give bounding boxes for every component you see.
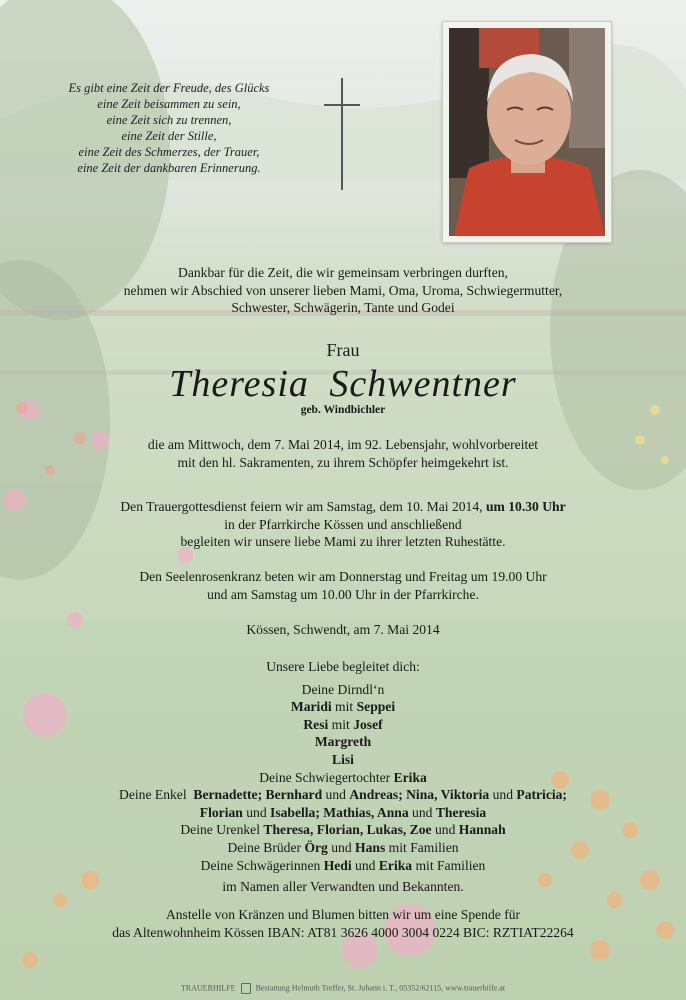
- poem-line: Es gibt eine Zeit der Freude, des Glücks: [68, 81, 270, 95]
- deceased-name: Theresia Schwentner: [169, 363, 517, 405]
- family-line: [0, 821, 686, 839]
- family-name: Erika: [393, 769, 427, 785]
- family-name: Josef: [353, 716, 383, 732]
- family-connector: mit: [331, 699, 357, 715]
- family-name: Maridi: [290, 699, 332, 715]
- poem-line: eine Zeit sich zu trennen,: [106, 113, 232, 127]
- family-line: [0, 804, 686, 822]
- family-closing: im Namen aller Verwandten und Bekannten.: [222, 879, 464, 895]
- place-date: [0, 621, 686, 639]
- family-name: Resi: [303, 716, 329, 732]
- family-label: Deine Brüder: [227, 839, 305, 855]
- family-label: Deine Urenkel: [180, 822, 264, 838]
- family-name: Erika: [378, 857, 413, 873]
- intro-text: [0, 264, 686, 317]
- family-line: [0, 698, 686, 716]
- family-line: [0, 857, 686, 875]
- intro-line: nehmen wir Abschied von unserer lieben Mami, Oma, Uroma, Schwiegermutter,: [123, 282, 563, 298]
- family-name: Bernadette; Bernhard: [193, 787, 323, 803]
- rosary-line: und am Samstag um 10.00 Uhr in der Pfarrkirche.: [207, 586, 479, 602]
- family-name: Örg: [304, 839, 328, 855]
- death-notice: [0, 436, 686, 471]
- donation-notice: [0, 906, 686, 941]
- family-connector: und: [408, 804, 436, 820]
- family-name: Hans: [355, 839, 386, 855]
- funeral-line1-text: Den Trauergottesdienst feiern wir am Samstag, dem 10. Mai 2014,: [120, 499, 486, 514]
- family-list: [0, 658, 686, 896]
- family-label: Deine Schwiegertochter: [259, 769, 394, 785]
- footer-text: Bestattung Helmuth Treffer, St. Johann i. T., 05352/62115, www.trauerhilfe.at: [255, 983, 506, 993]
- family-name: Hedi: [323, 857, 352, 873]
- footer-brand: TRAUERHILFE: [180, 983, 236, 993]
- footer: [0, 983, 686, 994]
- family-heading: Unsere Liebe begleitet dich:: [266, 659, 420, 674]
- portrait-frame: [443, 22, 611, 242]
- family-connector: mit Familien: [412, 857, 486, 873]
- rosary-line: Den Seelenrosenkranz beten wir am Donnerstag und Freitag um 19.00 Uhr: [139, 569, 547, 584]
- salutation: Frau: [326, 340, 360, 360]
- funeral-time: um 10.30 Uhr: [485, 499, 566, 514]
- poem-line: eine Zeit beisammen zu sein,: [97, 97, 241, 111]
- family-name: Lisi: [332, 751, 354, 767]
- funeral-line: [0, 498, 686, 516]
- death-line: die am Mittwoch, dem 7. Mai 2014, im 92. Lebensjahr, wohlvorbereitet: [147, 437, 539, 452]
- intro-line: Dankbar für die Zeit, die wir gemeinsam verbringen durften,: [178, 265, 508, 280]
- poem-line: eine Zeit des Schmerzes, der Trauer,: [78, 145, 260, 159]
- family-connector: und: [351, 857, 379, 873]
- family-line: [0, 839, 686, 857]
- family-connector: und: [322, 787, 350, 803]
- family-name: Isabella; Mathias, Anna: [270, 804, 409, 820]
- family-connector: und: [489, 787, 517, 803]
- poem-line: eine Zeit der Stille,: [121, 129, 217, 143]
- family-line: [0, 751, 686, 769]
- family-connector: und: [327, 839, 356, 855]
- funeral-line: in der Pfarrkirche Kössen und anschließend: [224, 516, 462, 532]
- family-connector: und: [242, 804, 271, 820]
- family-connector: und: [431, 822, 459, 838]
- family-line: [0, 769, 686, 787]
- portrait-photo: [449, 28, 605, 236]
- rosary-notice: [0, 568, 686, 603]
- family-line: [0, 733, 686, 751]
- family-connector: mit Familien: [385, 839, 459, 855]
- family-name: Hannah: [458, 822, 506, 838]
- donation-line: das Altenwohnheim Kössen IBAN: AT81 3626 4000 3004 0224 BIC: RZTIAT22264: [112, 924, 574, 940]
- death-line: mit den hl. Sakramenten, zu ihrem Schöpfer heimgekehrt ist.: [177, 454, 509, 470]
- family-name: Patricia;: [516, 787, 567, 803]
- daughters-label: Deine Dirndl‘n: [301, 681, 385, 697]
- poem-line: eine Zeit der dankbaren Erinnerung.: [77, 161, 261, 175]
- poem: [44, 80, 294, 176]
- family-name: Theresia: [435, 804, 487, 820]
- funeral-line: begleiten wir unsere liebe Mami zu ihrer letzten Ruhestätte.: [180, 534, 506, 549]
- intro-line: Schwester, Schwägerin, Tante und Godei: [231, 300, 455, 315]
- cross-icon: [322, 78, 362, 190]
- family-name: Florian: [199, 804, 243, 820]
- funeral-notice: [0, 498, 686, 551]
- family-name: Theresa, Florian, Lukas, Zoe: [263, 822, 432, 838]
- funeral-service-logo-icon: [241, 983, 251, 994]
- birth-name: geb. Windbichler: [300, 404, 386, 416]
- family-label: Deine Enkel: [119, 787, 194, 803]
- family-name: Andreas; Nina, Viktoria: [349, 787, 490, 803]
- family-line: [0, 716, 686, 734]
- family-connector: mit: [328, 716, 354, 732]
- place-date-line: Kössen, Schwendt, am 7. Mai 2014: [246, 622, 440, 637]
- family-label: Deine Schwägerinnen: [200, 857, 324, 873]
- donation-line: Anstelle von Kränzen und Blumen bitten wir um eine Spende für: [165, 907, 521, 922]
- family-name: Seppei: [356, 699, 396, 715]
- family-name: Margreth: [314, 734, 372, 750]
- family-line: [0, 786, 686, 804]
